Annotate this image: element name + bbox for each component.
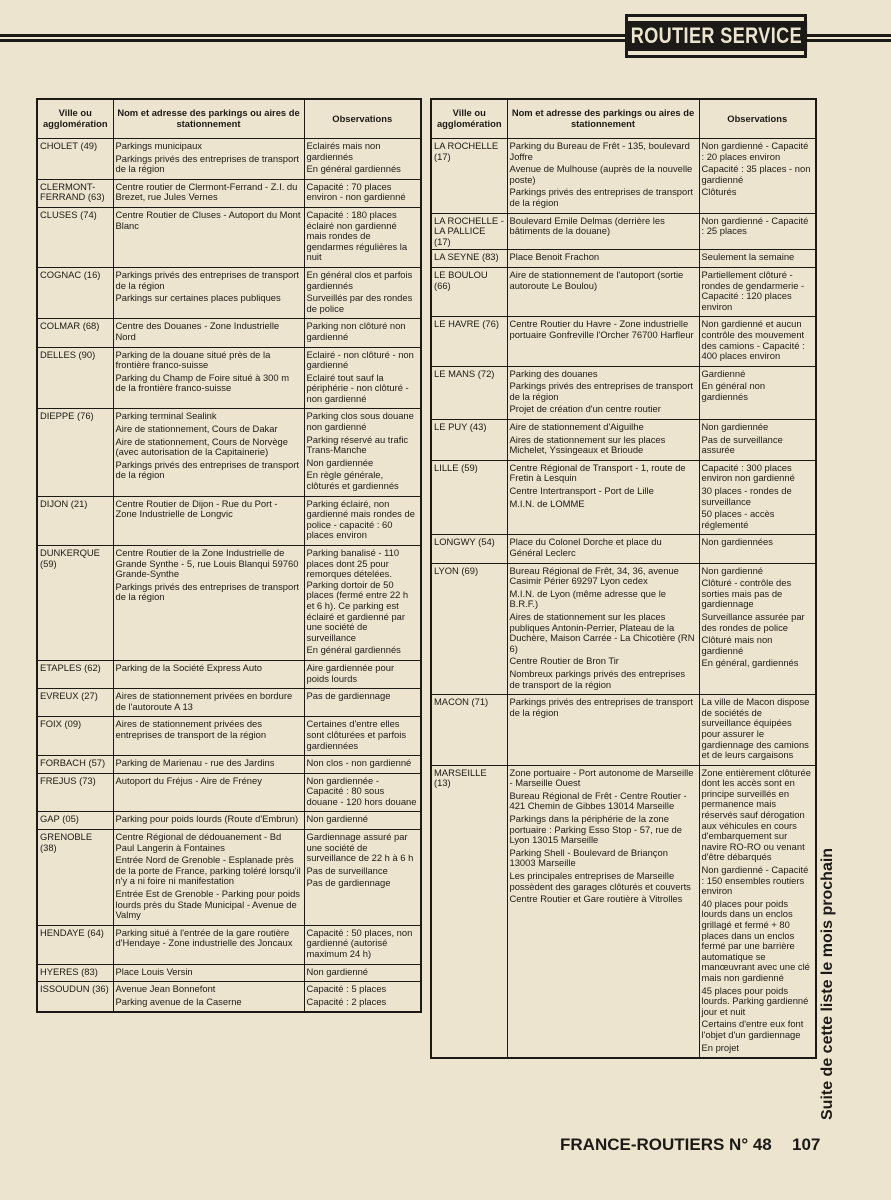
parking-entry: Parkings dans la périphérie de la zone portuaire : Parking Esso Stop - 57, rue de Lyon 13015 Marseille	[509, 813, 682, 846]
city-cell: LE PUY (43)	[431, 420, 507, 461]
city-cell: DIJON (21)	[37, 496, 113, 545]
table-header-row	[37, 99, 421, 139]
observation-entry: En général gardiennés	[306, 163, 401, 175]
parking-cell	[507, 267, 699, 316]
observation-entry: Aire gardiennée pour poids lourds	[306, 661, 395, 684]
city-cell: LE BOULOU (66)	[431, 267, 507, 316]
observations-cell	[304, 319, 421, 347]
parking-entry: M.I.N. de LOMME	[509, 497, 585, 509]
observation-entry: Non gardienné	[306, 965, 369, 977]
table-row	[37, 139, 421, 180]
parking-entry: Parkings privés des entreprises de transport de la région	[115, 580, 299, 603]
city-cell: DUNKERQUE (59)	[37, 546, 113, 661]
observations-cell	[304, 756, 421, 774]
parking-entry: Zone portuaire - Port autonome de Marseille - Marseille Ouest	[509, 766, 694, 789]
observation-entry: Eclairé - non clôturé - non gardienné	[306, 348, 414, 371]
observation-entry: Non gardienné	[306, 813, 369, 825]
observations-cell	[304, 347, 421, 409]
header-observations: Observations	[304, 99, 421, 139]
city-cell: GAP (05)	[37, 812, 113, 830]
observation-entry: Capacité : 5 places	[306, 983, 387, 995]
parking-entry: Parkings privés des entreprises de transport de la région	[115, 152, 299, 175]
city-cell: DELLES (90)	[37, 347, 113, 409]
city-cell: EVREUX (27)	[37, 689, 113, 717]
observation-entry: Non clos - non gardienné	[306, 757, 412, 769]
parking-entry: Parkings privés des entreprises de transport de la région	[509, 186, 693, 208]
observation-entry: Capacité : 180 places éclairé non gardienné mais rondes de gendarmes régulières la nuit	[306, 208, 408, 263]
parking-entry: Boulevard Emile Delmas (derrière les bâtiments de la douane)	[509, 214, 665, 237]
observations-cell	[304, 267, 421, 318]
observations-cell	[699, 563, 816, 695]
observations-cell	[699, 267, 816, 316]
parking-cell	[507, 420, 699, 461]
parking-entry: Place du Colonel Dorche et place du Général Leclerc	[509, 536, 662, 558]
table-header-row	[431, 99, 816, 139]
parking-cell	[113, 319, 304, 347]
table-row	[37, 207, 421, 267]
parking-entry: Parking de la douane situé près de la frontière franco-suisse	[115, 348, 271, 371]
observation-entry: Parking banalisé - 110 places dont 25 pour remorques dételées. Parking dortoir de 50 places (fermé entre 22 h et 6 h). Ce parking est éclairé et gardienné par une société de surveillance	[306, 547, 409, 643]
city-cell: ISSOUDUN (36)	[37, 982, 113, 1013]
city-cell: CLERMONT-FERRAND (63)	[37, 179, 113, 207]
table-row	[37, 773, 421, 812]
parking-cell	[113, 812, 304, 830]
observations-cell	[699, 139, 816, 214]
observation-entry: Surveillance assurée par des rondes de police	[701, 610, 805, 633]
parking-entry: Parkings sur certaines places publiques	[115, 292, 281, 304]
city-cell: ETAPLES (62)	[37, 660, 113, 688]
parking-cell	[507, 213, 699, 250]
parking-cell	[507, 366, 699, 419]
parking-entry: Aire de stationnement d'Aiguilhe	[509, 421, 644, 433]
city-cell: HYERES (83)	[37, 964, 113, 982]
observation-entry: Parking éclairé, non gardienné mais rondes de police - capacité : 60 places environ	[306, 497, 415, 541]
observation-entry: Pas de surveillance assurée	[701, 433, 783, 456]
parking-entry: Parkings privés des entreprises de transport de la région	[509, 380, 693, 402]
parking-entry: Les principales entreprises de Marseille possèdent des garages clôturés et couverts	[509, 870, 691, 892]
city-cell: MARSEILLE (13)	[431, 765, 507, 1058]
observation-entry: Gardiennage assuré par une société de surveillance de 22 h à 6 h	[306, 831, 414, 864]
table-row	[37, 319, 421, 347]
parking-entry: Parking terminal Sealink	[115, 410, 217, 422]
parking-cell	[113, 964, 304, 982]
table-row	[431, 250, 816, 268]
observations-cell	[699, 460, 816, 535]
parking-cell	[507, 460, 699, 535]
parking-entry: Centre des Douanes - Zone Industrielle Nord	[115, 320, 280, 342]
parking-entry: M.I.N. de Lyon (même adresse que le B.R.F.)	[509, 587, 666, 610]
parking-cell	[113, 347, 304, 409]
parking-entry: Avenue de Mulhouse (auprès de la nouvelle poste)	[509, 163, 693, 185]
table-row	[37, 982, 421, 1013]
parking-entry: Aire de stationnement, Cours de Dakar	[115, 423, 278, 435]
parking-entry: Parkings privés des entreprises de transport de la région	[115, 268, 299, 291]
observation-entry: Capacité : 300 places environ non gardienné	[701, 461, 795, 484]
table-row	[431, 420, 816, 461]
parking-entry: Centre Routier du Havre - Zone industrielle portuaire Gonfreville l'Orcher 76700 Harfleur	[509, 318, 694, 340]
parking-cell	[507, 695, 699, 766]
header-parking: Nom et adresse des parkings ou aires de stationnement	[507, 99, 699, 139]
table-row	[431, 267, 816, 316]
city-cell: FORBACH (57)	[37, 756, 113, 774]
parking-entry: Aires de stationnement privées des entreprises de transport de la région	[115, 718, 267, 740]
parking-entry: Aire de stationnement de l'autoport (sortie autoroute Le Boulou)	[509, 268, 684, 291]
table-row	[431, 366, 816, 419]
observation-entry: 30 places - rondes de surveillance	[701, 485, 792, 507]
parking-entry: Entrée Est de Grenoble - Parking pour poids lourds près du Stade Municipal - Avenue de Valmy	[115, 888, 300, 921]
observations-cell	[304, 812, 421, 830]
city-cell: COLMAR (68)	[37, 319, 113, 347]
table-row	[37, 717, 421, 756]
parking-entry: Centre Intertransport - Port de Lille	[509, 485, 654, 497]
table-row	[431, 139, 816, 214]
observation-entry: Gardienné	[701, 367, 746, 379]
parking-entry: Avenue Jean Bonnefont	[115, 983, 216, 995]
table-row	[431, 317, 816, 366]
parking-entry: Parking Shell - Boulevard de Briançon 13003 Marseille	[509, 846, 668, 869]
parking-cell	[113, 756, 304, 774]
parking-cell	[507, 317, 699, 366]
observation-entry: Clôturés	[701, 186, 737, 198]
header-city: Ville ou agglomération	[431, 99, 507, 139]
section-title	[625, 14, 807, 58]
observations-cell	[699, 317, 816, 366]
city-cell: LILLE (59)	[431, 460, 507, 535]
parking-entry: Parking des douanes	[509, 367, 598, 379]
table-row	[37, 812, 421, 830]
observations-cell	[304, 496, 421, 545]
table-row	[37, 347, 421, 409]
observation-entry: Clôturé mais non gardienné	[701, 634, 773, 656]
observation-entry: La ville de Macon dispose de sociétés de surveillance équipées pour assurer le gardiennage des camions et de leurs cargaisons	[701, 696, 810, 761]
observation-entry: Parking non clôturé non gardienné	[306, 320, 406, 342]
table-row	[37, 546, 421, 661]
city-cell: GRENOBLE (38)	[37, 830, 113, 926]
observation-entry: Parking clos sous douane non gardienné	[306, 410, 414, 433]
city-cell: LA ROCHELLE - LA PALLICE (17)	[431, 213, 507, 250]
table-body-left	[37, 139, 421, 1013]
city-cell: HENDAYE (64)	[37, 925, 113, 964]
parking-cell	[113, 496, 304, 545]
observations-cell	[304, 207, 421, 267]
observation-entry: Certaines d'entre elles sont clôturées et parfois gardiennées	[306, 718, 407, 751]
observation-entry: Seulement la semaine	[701, 251, 795, 263]
parking-entry: Centre Routier et Gare routière à Vitrolles	[509, 893, 683, 905]
observation-entry: Clôturé - contrôle des sorties mais pas de gardiennage	[701, 577, 792, 610]
parking-cell	[113, 830, 304, 926]
parking-entry: Centre Routier de Dijon - Rue du Port - Zone Industrielle de Longvic	[115, 497, 278, 520]
continuation-note	[815, 847, 855, 1120]
city-cell: DIEPPE (76)	[37, 409, 113, 496]
table-row	[431, 460, 816, 535]
parking-entry: Parkings municipaux	[115, 140, 202, 151]
table-row	[37, 409, 421, 496]
city-cell: LA SEYNE (83)	[431, 250, 507, 268]
continuation-note-text: Suite de cette liste le mois prochain	[819, 847, 836, 1120]
observation-entry: Capacité : 35 places - non gardienné	[701, 163, 811, 185]
observation-entry: Non gardiennées	[701, 536, 773, 548]
parking-entry: Centre Régional de Transport - 1, route de Fretin à Lesquin	[509, 461, 686, 484]
parking-entry: Centre Routier de Cluses - Autoport du Mont Blanc	[115, 208, 301, 231]
observation-entry: En général clos et parfois gardiennés	[306, 268, 413, 291]
parking-cell	[113, 267, 304, 318]
parking-table-left	[36, 98, 422, 1013]
city-cell: LA ROCHELLE (17)	[431, 139, 507, 214]
observation-entry: En général non gardiennés	[701, 380, 766, 402]
parking-entry: Parkings privés des entreprises de transport de la région	[509, 696, 693, 718]
parking-cell	[113, 982, 304, 1013]
observations-cell	[699, 695, 816, 766]
parking-cell	[507, 563, 699, 695]
parking-cell	[113, 139, 304, 180]
parking-entry: Projet de création d'un centre routier	[509, 403, 661, 415]
observations-cell	[304, 830, 421, 926]
observations-cell	[304, 773, 421, 812]
table-row	[37, 925, 421, 964]
observation-entry: Capacité : 70 places environ - non gardienné	[306, 180, 406, 203]
parking-entry: Centre Routier de Bron Tir	[509, 655, 619, 667]
city-cell: LYON (69)	[431, 563, 507, 695]
observation-entry: Non gardiennée	[701, 421, 769, 433]
city-cell: CLUSES (74)	[37, 207, 113, 267]
parking-entry: Parking du Bureau de Frêt - 135, boulevard Joffre	[509, 140, 690, 162]
observation-entry: Eclairés mais non gardiennés	[306, 140, 381, 162]
table-row	[37, 756, 421, 774]
parking-cell	[113, 207, 304, 267]
parking-entry: Entrée Nord de Grenoble - Esplanade près de la porte de France, parking toléré lorsqu'il n'y a ni foire ni manifestation	[115, 854, 301, 887]
observation-entry: Capacité : 2 places	[306, 995, 387, 1007]
parking-entry: Place Benoit Frachon	[509, 251, 600, 263]
table-row	[431, 213, 816, 250]
table-row	[37, 496, 421, 545]
observations-cell	[304, 179, 421, 207]
observation-entry: Non gardienné - Capacité : 25 places	[701, 214, 809, 237]
city-cell: LE HAVRE (76)	[431, 317, 507, 366]
table-body-right	[431, 139, 816, 1059]
observations-cell	[304, 546, 421, 661]
observations-cell	[304, 409, 421, 496]
observation-entry: Capacité : 50 places, non gardienné (autorisé maximum 24 h)	[306, 926, 413, 959]
table-row	[37, 660, 421, 688]
observation-entry: Partiellement clôturé - rondes de gendarmerie - Capacité : 120 places environ	[701, 268, 805, 312]
parking-cell	[113, 925, 304, 964]
magazine-issue: FRANCE-ROUTIERS N° 48	[560, 1135, 772, 1154]
table-row	[431, 695, 816, 766]
table-row	[37, 179, 421, 207]
parking-cell	[113, 717, 304, 756]
parking-entry: Bureau Régional de Frêt, 34, 36, avenue Casimir Périer 69297 Lyon cedex	[509, 564, 679, 587]
observation-entry: Non gardiennée	[306, 456, 374, 468]
observation-entry: Non gardienné	[701, 564, 764, 576]
observations-cell	[304, 982, 421, 1013]
table-row	[37, 830, 421, 926]
table-row	[37, 267, 421, 318]
observation-entry: Pas de surveillance	[306, 864, 388, 876]
parking-cell	[507, 139, 699, 214]
observation-entry: Non gardienné - Capacité : 20 places environ	[701, 140, 809, 162]
parking-entry: Centre Routier de la Zone Industrielle de Grande Synthe - 5, rue Louis Blanqui 59760 Grande-Synthe	[115, 547, 299, 580]
observation-entry: Zone entièrement clôturée dont les accès sont en principe surveillés en permanence mais réservés sauf dérogation aux véhicules en cours d'embarquement sur navire RO-RO ou venant d'être débarqués	[701, 766, 811, 863]
parking-cell	[113, 179, 304, 207]
parking-entry: Autoport du Fréjus - Aire de Fréney	[115, 774, 262, 786]
parking-cell	[113, 773, 304, 812]
city-cell: FOIX (09)	[37, 717, 113, 756]
observation-entry: En projet	[701, 1041, 740, 1053]
table-row	[431, 535, 816, 563]
observation-entry: 50 places - accès réglementé	[701, 508, 775, 530]
observation-entry: En règle générale, clôturés et gardiennés	[306, 469, 399, 492]
observation-entry: 40 places pour poids lourds dans un enclos grillagé et fermé + 80 places dans un enclos fermé par une barrière automatique se manœuvrant avec une clé mais non gardienné	[701, 897, 810, 983]
observation-entry: En général gardiennés	[306, 644, 401, 656]
observations-cell	[304, 139, 421, 180]
parking-entry: Parking de Marienau - rue des Jardins	[115, 757, 275, 769]
table-row	[37, 689, 421, 717]
parking-cell	[507, 250, 699, 268]
observation-entry: 45 places pour poids lourds. Parking gardienné jour et nuit	[701, 984, 809, 1017]
parking-entry: Parking avenue de la Caserne	[115, 995, 242, 1007]
parking-entry: Aires de stationnement sur les places publiques Antonin-Perrier, Plateau de la Duchère, Maison Carrée - La Chicotière (RN 6)	[509, 610, 695, 654]
observation-entry: Eclairé tout sauf la périphérie - non clôturé - non gardienné	[306, 371, 409, 404]
parking-cell	[113, 689, 304, 717]
parking-entry: Parking situé à l'entrée de la gare routière d'Hendaye - Zone industrielle des Joncaux	[115, 926, 293, 949]
parking-entry: Aire de stationnement, Cours de Norvège (avec autorisation de la Capitainerie)	[115, 435, 288, 458]
parking-entry: Parking du Champ de Foire situé à 300 m de la frontière franco-suisse	[115, 371, 290, 394]
header-city: Ville ou agglomération	[37, 99, 113, 139]
city-cell: LE MANS (72)	[431, 366, 507, 419]
city-cell: CHOLET (49)	[37, 139, 113, 180]
parking-cell	[113, 409, 304, 496]
observations-cell	[699, 765, 816, 1058]
observations-cell	[304, 717, 421, 756]
table-row	[431, 563, 816, 695]
parking-entry: Place Louis Versin	[115, 965, 193, 977]
parking-cell	[113, 660, 304, 688]
parking-cell	[113, 546, 304, 661]
observations-cell	[699, 535, 816, 563]
observation-entry: Non gardiennée - Capacité : 80 sous douane - 120 hors douane	[306, 774, 417, 807]
observation-entry: Non gardienné et aucun contrôle des mouvement des camions - Capacité : 400 places environ	[701, 318, 805, 362]
observations-cell	[699, 420, 816, 461]
observation-entry: Surveillés par des rondes de police	[306, 292, 413, 314]
page-number: 107	[792, 1135, 821, 1154]
parking-entry: Parkings privés des entreprises de transport de la région	[115, 458, 299, 481]
observation-entry: Pas de gardiennage	[306, 690, 391, 702]
table-row	[431, 765, 816, 1058]
parking-entry: Centre routier de Clermont-Ferrand - Z.I. du Brezet, rue Jules Vernes	[115, 180, 298, 203]
parking-table-right	[430, 98, 817, 1059]
observations-cell	[699, 213, 816, 250]
parking-entry: Centre Régional de dédouanement - Bd Paul Langerin à Fontaines	[115, 831, 282, 853]
city-cell: FREJUS (73)	[37, 773, 113, 812]
table-row	[37, 964, 421, 982]
section-title-text: ROUTIER SERVICE	[625, 21, 806, 51]
parking-entry: Nombreux parkings privés des entreprises de transport de la région	[509, 667, 686, 690]
observation-entry: Non gardienné - Capacité : 150 ensembles routiers environ	[701, 864, 809, 897]
parking-entry: Parking de la Société Express Auto	[115, 661, 262, 673]
observations-cell	[304, 689, 421, 717]
parking-entry: Aires de stationnement sur les places Michelet, Yssingeaux et Brioude	[509, 433, 666, 456]
parking-cell	[507, 765, 699, 1058]
observation-entry: Parking réservé au trafic Trans-Manche	[306, 433, 409, 456]
city-cell: LONGWY (54)	[431, 535, 507, 563]
city-cell: COGNAC (16)	[37, 267, 113, 318]
header-observations: Observations	[699, 99, 816, 139]
observations-cell	[699, 250, 816, 268]
observations-cell	[699, 366, 816, 419]
observation-entry: Pas de gardiennage	[306, 877, 391, 889]
parking-cell	[507, 535, 699, 563]
observation-entry: En général, gardiennés	[701, 657, 799, 669]
parking-entry: Aires de stationnement privées en bordure de l'autoroute A 13	[115, 690, 293, 712]
city-cell: MACON (71)	[431, 695, 507, 766]
observations-cell	[304, 964, 421, 982]
observation-entry: Certains d'entre eux font l'objet d'un gardiennage	[701, 1018, 804, 1040]
header-parking: Nom et adresse des parkings ou aires de stationnement	[113, 99, 304, 139]
observations-cell	[304, 660, 421, 688]
parking-entry: Bureau Régional de Frêt - Centre Routier - 421 Chemin de Gibbes 13014 Marseille	[509, 789, 687, 812]
parking-entry: Parking pour poids lourds (Route d'Embrun)	[115, 813, 299, 825]
observations-cell	[304, 925, 421, 964]
